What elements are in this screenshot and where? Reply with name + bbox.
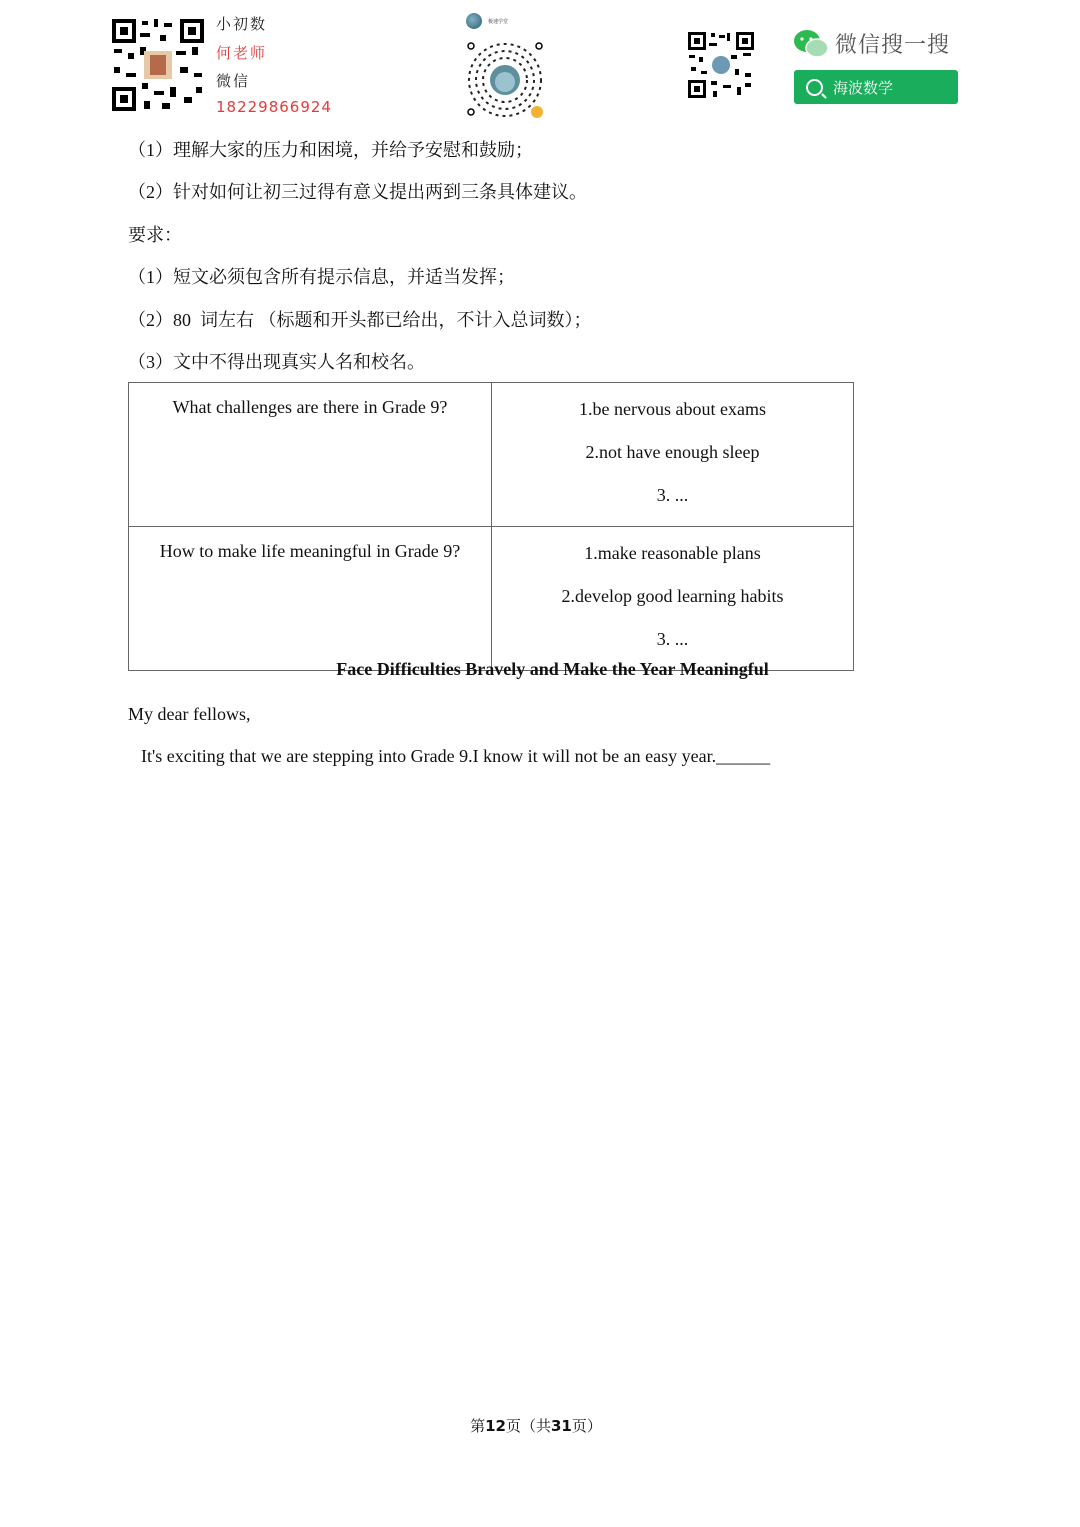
task-point-2: （2）针对如何让初三过得有意义提出两到三条具体建议。 <box>128 182 587 202</box>
requirement-2: （2）80 词左右 （标题和开头都已给出，不计入总词数）； <box>128 310 592 330</box>
table-question-cell: How to make life meaningful in Grade 9? <box>129 527 492 671</box>
wechat-search-label: 海波数学 <box>833 78 894 97</box>
table-row <box>129 527 854 671</box>
requirement-3: （3）文中不得出现真实人名和校名。 <box>128 352 425 372</box>
wechat-search-box[interactable] <box>794 70 958 104</box>
promo-line-3: 微信 <box>216 72 251 90</box>
footer-prefix: 第 <box>470 1417 486 1435</box>
wechat-search-title: 微信搜一搜 <box>835 33 951 58</box>
footer-suffix: 页） <box>571 1417 602 1435</box>
wechat-search-brand <box>793 28 950 59</box>
requirement-1: （1）短文必须包含所有提示信息，并适当发挥； <box>128 267 515 287</box>
outline-table <box>128 382 854 671</box>
mini-program-logo-icon <box>466 13 482 29</box>
table-hints-cell <box>492 383 854 527</box>
promo-line-2: 何老师 <box>216 44 268 62</box>
mini-program-code <box>465 40 545 120</box>
essay-greeting: My dear fellows, <box>128 704 251 724</box>
essay-opening: It's exciting that we are stepping into Grade 9.I know it will not be an easy year.______ <box>141 746 771 766</box>
hint-item: 1.make reasonable plans <box>584 543 761 563</box>
table-row <box>129 383 854 527</box>
promo-line-1: 小初数 <box>216 15 268 33</box>
essay-title: Face Difficulties Bravely and Make the Year Meaningful <box>336 659 769 679</box>
table-hints-cell <box>492 527 854 671</box>
hint-item: 1.be nervous about exams <box>579 399 766 419</box>
hint-item: 3. ... <box>656 485 689 505</box>
hint-item: 2.not have enough sleep <box>585 442 760 462</box>
hint-item: 2.develop good learning habits <box>561 586 784 606</box>
promo-phone: 18229866924 <box>216 98 332 116</box>
search-icon <box>806 79 823 96</box>
page-total: 31 <box>551 1417 572 1435</box>
table-question-cell: What challenges are there in Grade 9? <box>129 383 492 527</box>
mini-program-name: 极速学堂 <box>488 18 509 25</box>
footer-middle: 页（共 <box>505 1417 551 1435</box>
qr-code-account <box>687 31 755 99</box>
task-point-1: （1）理解大家的压力和困境，并给予安慰和鼓励； <box>128 140 533 160</box>
hint-item: 3. ... <box>656 629 689 649</box>
wechat-icon <box>793 29 829 59</box>
qr-code-teacher <box>110 17 206 113</box>
page-footer <box>0 1415 1072 1436</box>
mini-program-brand <box>466 13 508 29</box>
requirements-label: 要求： <box>128 225 182 245</box>
page-number: 12 <box>485 1417 506 1435</box>
